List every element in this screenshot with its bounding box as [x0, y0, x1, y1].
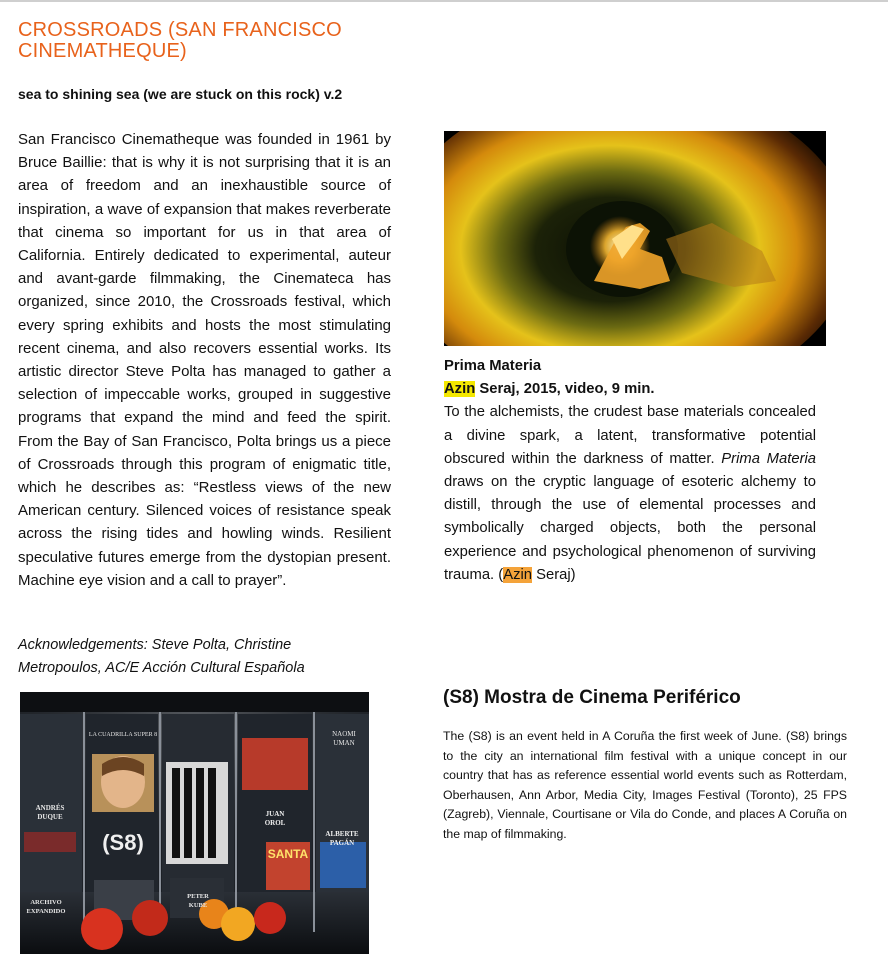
director-name-highlight: Azin — [503, 566, 532, 583]
film-description — [444, 401, 816, 587]
s8-description: The (S8) is an event held in A Coruña the first week of June. (S8) brings to the city an international film festival with a unique concept in our country that has as reference essential world events such as Rotterdam, Oberhausen, Ann Arbor, Media City, Images Festival (Toronto), 25 FPS (Zagreb), Viennale, Courtisane or Vila do Conde, and places A Coruña on the map of filmmaking. — [443, 729, 847, 841]
name-archivo-line-2: EXPANDIDO — [26, 908, 66, 915]
name-juan-line-1: JUAN — [265, 810, 285, 818]
film-description-part-1: To the alchemists, the crudest base materials concealed a divine spark, a latent, transformative potential obscured within the darkness of matter. — [444, 404, 816, 467]
page-title: CROSSROADS (SAN FRANCISCO CINEMATHEQUE) — [18, 19, 342, 62]
director-first-name-highlight: Azin — [444, 381, 476, 398]
exhibition-photo — [20, 692, 369, 954]
program-subtitle: sea to shining sea (we are stuck on this rock) v.2 — [18, 86, 343, 102]
name-alberte-line-1: ALBERTE — [325, 830, 359, 838]
film-description-part-2: draws on the cryptic language of esoteric alchemy to distill, through the use of elemental processes and symbolically charged objects, both the personal experience and psychological phenomenon of surviving trauma. ( — [444, 474, 816, 583]
name-juan-line-2: OROL — [264, 819, 286, 827]
film-still-prima-materia — [444, 131, 826, 346]
name-andres-line-1: ANDRÉS — [35, 804, 65, 812]
s8-heading: (S8) Mostra de Cinema Periférico — [443, 687, 741, 708]
acknowledgements-line-2: Metropoulos, AC/E Acción Cultural Española — [18, 660, 305, 676]
name-archivo-line-1: ARCHIVO — [30, 899, 62, 906]
top-divider — [0, 0, 888, 2]
name-alberte-line-2: PAGÁN — [329, 839, 355, 847]
film-meta — [444, 378, 816, 401]
banner-naomi-line-2: UMAN — [333, 739, 355, 747]
film-meta-details: Seraj, 2015, video, 9 min. — [475, 381, 655, 398]
banner-naomi-line-1: NAOMI — [332, 730, 356, 738]
acknowledgements-line-1: Acknowledgements: Steve Polta, Christine — [18, 637, 292, 653]
film-title-italic: Prima Materia — [721, 450, 817, 467]
name-andres-line-2: DUQUE — [37, 813, 63, 821]
film-description-end: Seraj) — [532, 566, 576, 583]
banner-la-cuadrilla: LA CUADRILLA SUPER 8 — [88, 732, 158, 738]
intro-paragraph: San Francisco Cinematheque was founded in 1961 by Bruce Baillie: that is why it is not surprising that it is an area of freedom and an inexhaustible source of inspiration, a wave of expansion that makes reverberate that cinema so important for us in that area of California. Entirely dedicated to experimental, auteur and avant-garde filmmaking, the Cinemateca has organized, since 2010, the Crossroads festival, which every spring exhibits and hosts the most stimulating recent cinema, and also recovers essential works. Its artistic director Steve Polta has managed to gather a selection of impeccable works, grouped in suggestive programs that expand the mind and feed the spirit. From the Bay of San Francisco, Polta brings us a piece of Crossroads through this program of enigmatic title, which he describes as: “Restless views of the new American century. Silenced voices of resistance speak across the rising tides and howling winds. Resilient speculative futures emerge from the dystopian present. Machine eye vision and a call to prayer”. — [18, 131, 391, 589]
name-peter-line-1: PETER — [187, 893, 209, 900]
poster-santa: SANTA — [267, 847, 309, 861]
film-caption — [444, 355, 816, 587]
name-peter-line-2: KUBE — [188, 902, 208, 909]
film-title: Prima Materia — [444, 358, 542, 374]
s8-logo: (S8) — [102, 830, 144, 855]
acknowledgements — [18, 634, 398, 680]
